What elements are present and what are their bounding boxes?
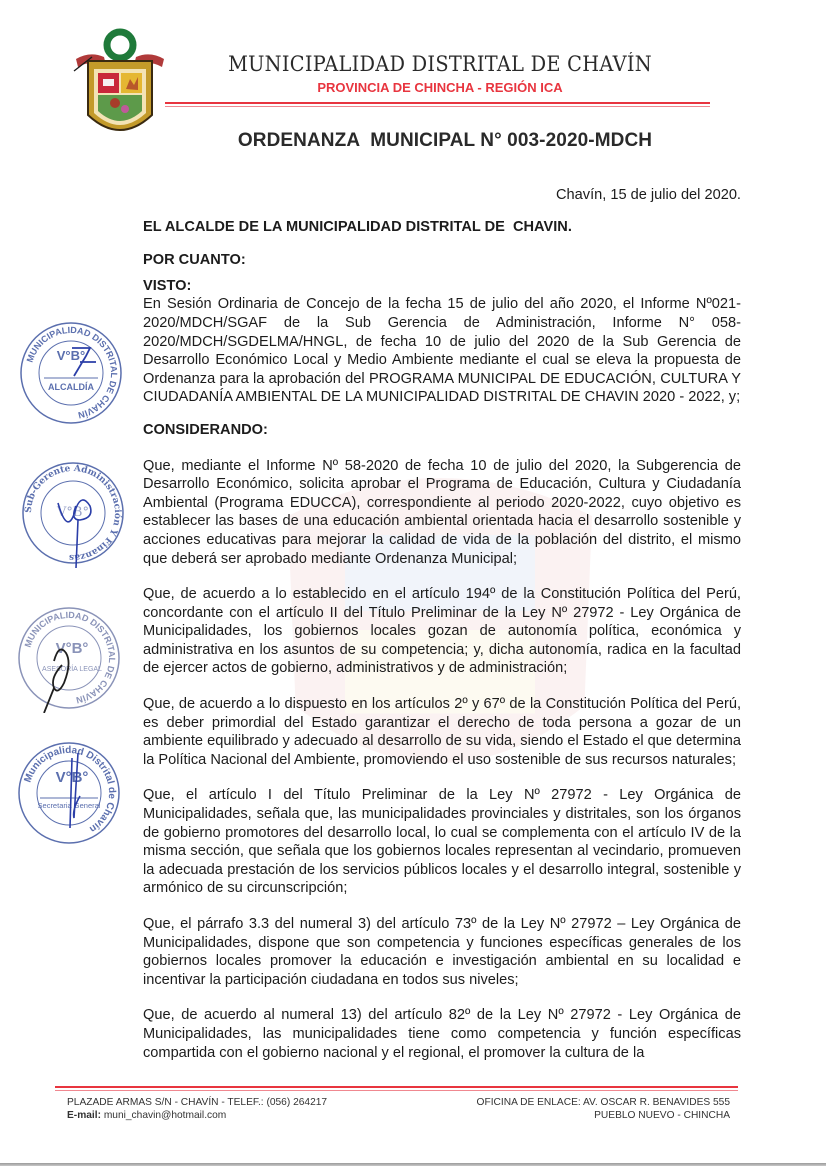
stamp-ring-text: Municipalidad Distrital de Chavín <box>22 744 118 835</box>
considerando-paragraph: Que, de acuerdo a lo dispuesto en los artículos 2º y 67º de la Constitución Política del Perú, es deber primordial del Estado garantizar el derecho de toda persona a gozar de un ambiente equilibrado y adecuado al desarrollo de su vida, siendo el Estado el que determina la Política Nacional del Ambiente, promoviendo el uso sostenible de sus recursos naturales; <box>143 696 741 768</box>
stamp-ring-text: Sub-Gerente Administración Y Finanzas <box>23 463 123 563</box>
document-body <box>143 186 741 1062</box>
signature-mark <box>70 753 80 828</box>
organization-name: MUNICIPALIDAD DISTRITAL DE CHAVÍN <box>228 52 652 76</box>
por-cuanto-heading: POR CUANTO: <box>143 252 246 269</box>
stamp-vb-text: V°B° <box>55 640 89 657</box>
footer-office-line2: PUEBLO NUEVO - CHINCHA <box>594 1109 730 1121</box>
organization-subtitle: PROVINCIA DE CHINCHA - REGIÓN ICA <box>317 80 563 95</box>
considerando-paragraph: Que, el párrafo 3.3 del numeral 3) del artículo 73º de la Ley Nº 27972 – Ley Orgánica de Municipalidades, dispone que son competencia y funciones específicas generales de los gobiernos locales promover la educación e investigación ambiental en su localidad e incentivar la participación ciudadana en todos sus niveles; <box>143 916 741 988</box>
visto-heading: VISTO: <box>143 277 192 294</box>
stamp-alcaldia <box>16 318 126 428</box>
considerando-paragraph: Que, de acuerdo a lo establecido en el artículo 194º de la Constitución Política del Perú, concordante con el artículo II del Título Preliminar de la Ley Nº 27972 - Ley Orgánica de Municipalidades, los gobiernos locales gozan de autonomía política, económica y administrativa en los asuntos de su competencia; y, dicha autonomía, radica en la facultad de ejercer actos de gobierno, administrativos y de administración; <box>143 586 741 677</box>
footer-email[interactable]: muni_chavin@hotmail.com <box>103 1109 227 1121</box>
header-divider <box>165 102 710 104</box>
visto-paragraph: En Sesión Ordinaria de Concejo de la fecha 15 de julio del año 2020, el Informe Nº021-2020/MDCH/SGAF de la Sub Gerencia de Administración, Informe N° 058-2020/MDCH/SGDELMA/HNGL, de fecha 10 de julio del 2020 de la Sub Gerencia de Desarrollo Económico Local y Medio Ambiente mediante el cual se eleva la propuesta de Ordenanza para la aprobación del PROGRAMA MUNICIPAL DE EDUCACIÓN, CULTURA Y CIUDADANÍA AMBIENTAL DE LA MUNICIPALIDAD DISTRITAL DE CHAVIN 2020 - 2022, y; <box>143 296 741 406</box>
stamp-asesoria-legal <box>14 603 124 713</box>
considerando-paragraph: Que, mediante el Informe Nº 58-2020 de fecha 10 de julio del 2020, la Subgerencia de Desarrollo Económico, solicita aprobar el Programa de Educación, Cultura y Ciudadanía Ambiental (Programa EDUCCA), correspondiente al periodo 2020-2022, cuyo objetivo es establecer las bases de una educación ambiental orientada hacia el desarrollo sostenible y acciones educativas para mejorar la calidad de vida de la población del distrito, el mismo que deberá ser aprobado mediante Ordenanza Municipal; <box>143 457 741 567</box>
header-divider-secondary <box>165 106 710 107</box>
stamp-office-text: ALCALDÍA <box>48 382 94 392</box>
footer-contact <box>67 1097 327 1122</box>
laurel-wreath-icon <box>107 32 133 58</box>
stamp-office-text: ASESORÍA LEGAL <box>42 666 102 673</box>
considerando-paragraph: Que, el artículo I del Título Preliminar de la Ley Nº 27972 - Ley Orgánica de Municipalidades, señala que, las municipalidades provinciales y distritales, son los órganos de gobierno promotores del desarrollo local, lo cual se complementa con el artículo IV de la misma sección, que señala que los gobiernos locales representan al vecindario, promueven la adecuada prestación de los servicios públicos locales y el desarrollo integral, sostenible y armónico de su circunscripción; <box>143 787 741 897</box>
issuer-heading: EL ALCALDE DE LA MUNICIPALIDAD DISTRITAL DE CHAVIN. <box>143 218 572 235</box>
stamp-vb-text: V°B° <box>55 769 89 786</box>
stamp-vb-text: V°B° <box>56 348 86 363</box>
considerando-paragraph: Que, de acuerdo al numeral 13) del artículo 82º de la Ley Nº 27972 - Ley Orgánica de Municipalidades, las municipalidades tiene como competencia y función específicas compartida con el gobierno nacional y el regional, el promover la cultura de la <box>143 1007 741 1061</box>
stamp-office-text: Secretaria General <box>37 801 101 810</box>
footer-address: PLAZADE ARMAS S/N - CHAVÍN - TELEF.: (056) 264217 <box>67 1097 328 1108</box>
footer-office-line1: OFICINA DE ENLACE: AV. OSCAR R. BENAVIDES 555 <box>476 1097 730 1108</box>
municipal-crest-logo <box>70 27 170 145</box>
stamp-secretaria-general <box>14 738 124 848</box>
stamp-ring-text: MUNICIPALIDAD DISTRITAL DE CHAVÍN <box>22 609 118 706</box>
document-title: ORDENANZA MUNICIPAL N° 003-2020-MDCH <box>237 130 653 151</box>
scan-edge <box>0 1163 826 1166</box>
footer-email-label: E-mail: <box>67 1109 101 1121</box>
considerando-heading: CONSIDERANDO: <box>143 421 268 438</box>
footer-office <box>440 1097 730 1122</box>
stamp-ring-text: MUNICIPALIDAD DISTRITAL DE CHAVÍN <box>24 324 120 421</box>
stamp-sub-gerencia-administracion <box>18 458 128 568</box>
document-date: Chavín, 15 de julio del 2020. <box>556 187 741 203</box>
footer-divider-secondary <box>55 1090 738 1091</box>
stamp-vb-text: V°B° <box>57 505 89 520</box>
footer-divider <box>55 1086 738 1088</box>
